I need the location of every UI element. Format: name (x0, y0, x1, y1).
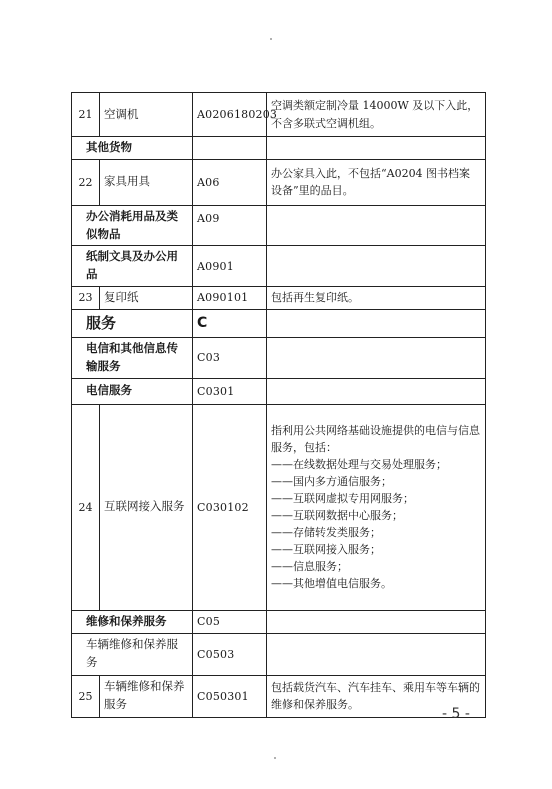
table-row (72, 205, 486, 246)
item-description: 包括载货汽车、汽车挂车、乘用车等车辆的维修和保养服务。 (267, 675, 486, 717)
item-number: 22 (72, 159, 100, 205)
service-list-item: ——其他增值电信服务。 (271, 577, 392, 591)
category-name: 维修和保养服务 (72, 610, 193, 633)
category-code: A0901 (193, 246, 267, 287)
category-code: C (193, 309, 267, 337)
item-code: A0206180203 (193, 93, 267, 137)
category-name: 电信和其他信息传输服务 (72, 338, 193, 379)
service-list-item: ——信息服务； (271, 560, 348, 574)
scan-speck (270, 38, 272, 40)
category-description (267, 309, 486, 337)
item-description (267, 404, 486, 610)
category-name: 办公消耗用品及类似物品 (72, 205, 193, 246)
item-code: A06 (193, 159, 267, 205)
item-name: 车辆维修和保养服务 (100, 675, 193, 717)
item-code: C030102 (193, 404, 267, 610)
item-description: 办公家具入此，不包括“A0204 图书档案设备”里的品目。 (267, 159, 486, 205)
category-description (267, 246, 486, 287)
service-list-item: ——互联网接入服务； (271, 543, 381, 557)
service-list-item: ——互联网虚拟专用网服务； (271, 492, 414, 506)
category-name: 车辆维修和保养服务 (72, 633, 193, 675)
category-code: C0503 (193, 633, 267, 675)
category-description (267, 378, 486, 404)
category-code: A09 (193, 205, 267, 246)
item-number: 24 (72, 404, 100, 610)
table-row (72, 610, 486, 633)
service-list-item: ——国内多方通信服务； (271, 475, 392, 489)
page-number: - 5 - (442, 706, 470, 722)
service-list-item: ——在线数据处理与交易处理服务； (271, 458, 447, 472)
item-number: 21 (72, 93, 100, 137)
item-description: 空调类额定制冷量 14000W 及以下入此，不含多联式空调机组。 (267, 93, 486, 137)
table-row (72, 633, 486, 675)
item-description: 包括再生复印纸。 (267, 287, 486, 310)
description-intro: 指利用公共网络基础设施提供的电信与信息服务，包括： (271, 424, 480, 455)
table-row (72, 338, 486, 379)
table-row (72, 93, 486, 137)
category-code: C05 (193, 610, 267, 633)
service-list-item: ——存储转发类服务； (271, 526, 381, 540)
item-code: C050301 (193, 675, 267, 717)
table-row (72, 137, 486, 160)
item-name: 空调机 (100, 93, 193, 137)
category-code: C0301 (193, 378, 267, 404)
item-name: 家具用具 (100, 159, 193, 205)
category-description (267, 205, 486, 246)
category-name: 纸制文具及办公用品 (72, 246, 193, 287)
scan-speck (274, 757, 276, 759)
table-row (72, 159, 486, 205)
category-name: 电信服务 (72, 378, 193, 404)
category-name: 其他货物 (72, 137, 193, 160)
table-row (72, 404, 486, 610)
item-name: 复印纸 (100, 287, 193, 310)
category-code: C03 (193, 338, 267, 379)
item-code: A090101 (193, 287, 267, 310)
table-row (72, 378, 486, 404)
category-description (267, 137, 486, 160)
item-number: 23 (72, 287, 100, 310)
table-row (72, 309, 486, 337)
table-row (72, 287, 486, 310)
category-description (267, 633, 486, 675)
service-list-item: ——互联网数据中心服务； (271, 509, 403, 523)
table-row (72, 675, 486, 717)
category-description (267, 610, 486, 633)
item-name: 互联网接入服务 (100, 404, 193, 610)
item-number: 25 (72, 675, 100, 717)
category-name: 服务 (72, 309, 193, 337)
category-description (267, 338, 486, 379)
category-code (193, 137, 267, 160)
procurement-catalog-table (71, 92, 486, 718)
table-row (72, 246, 486, 287)
